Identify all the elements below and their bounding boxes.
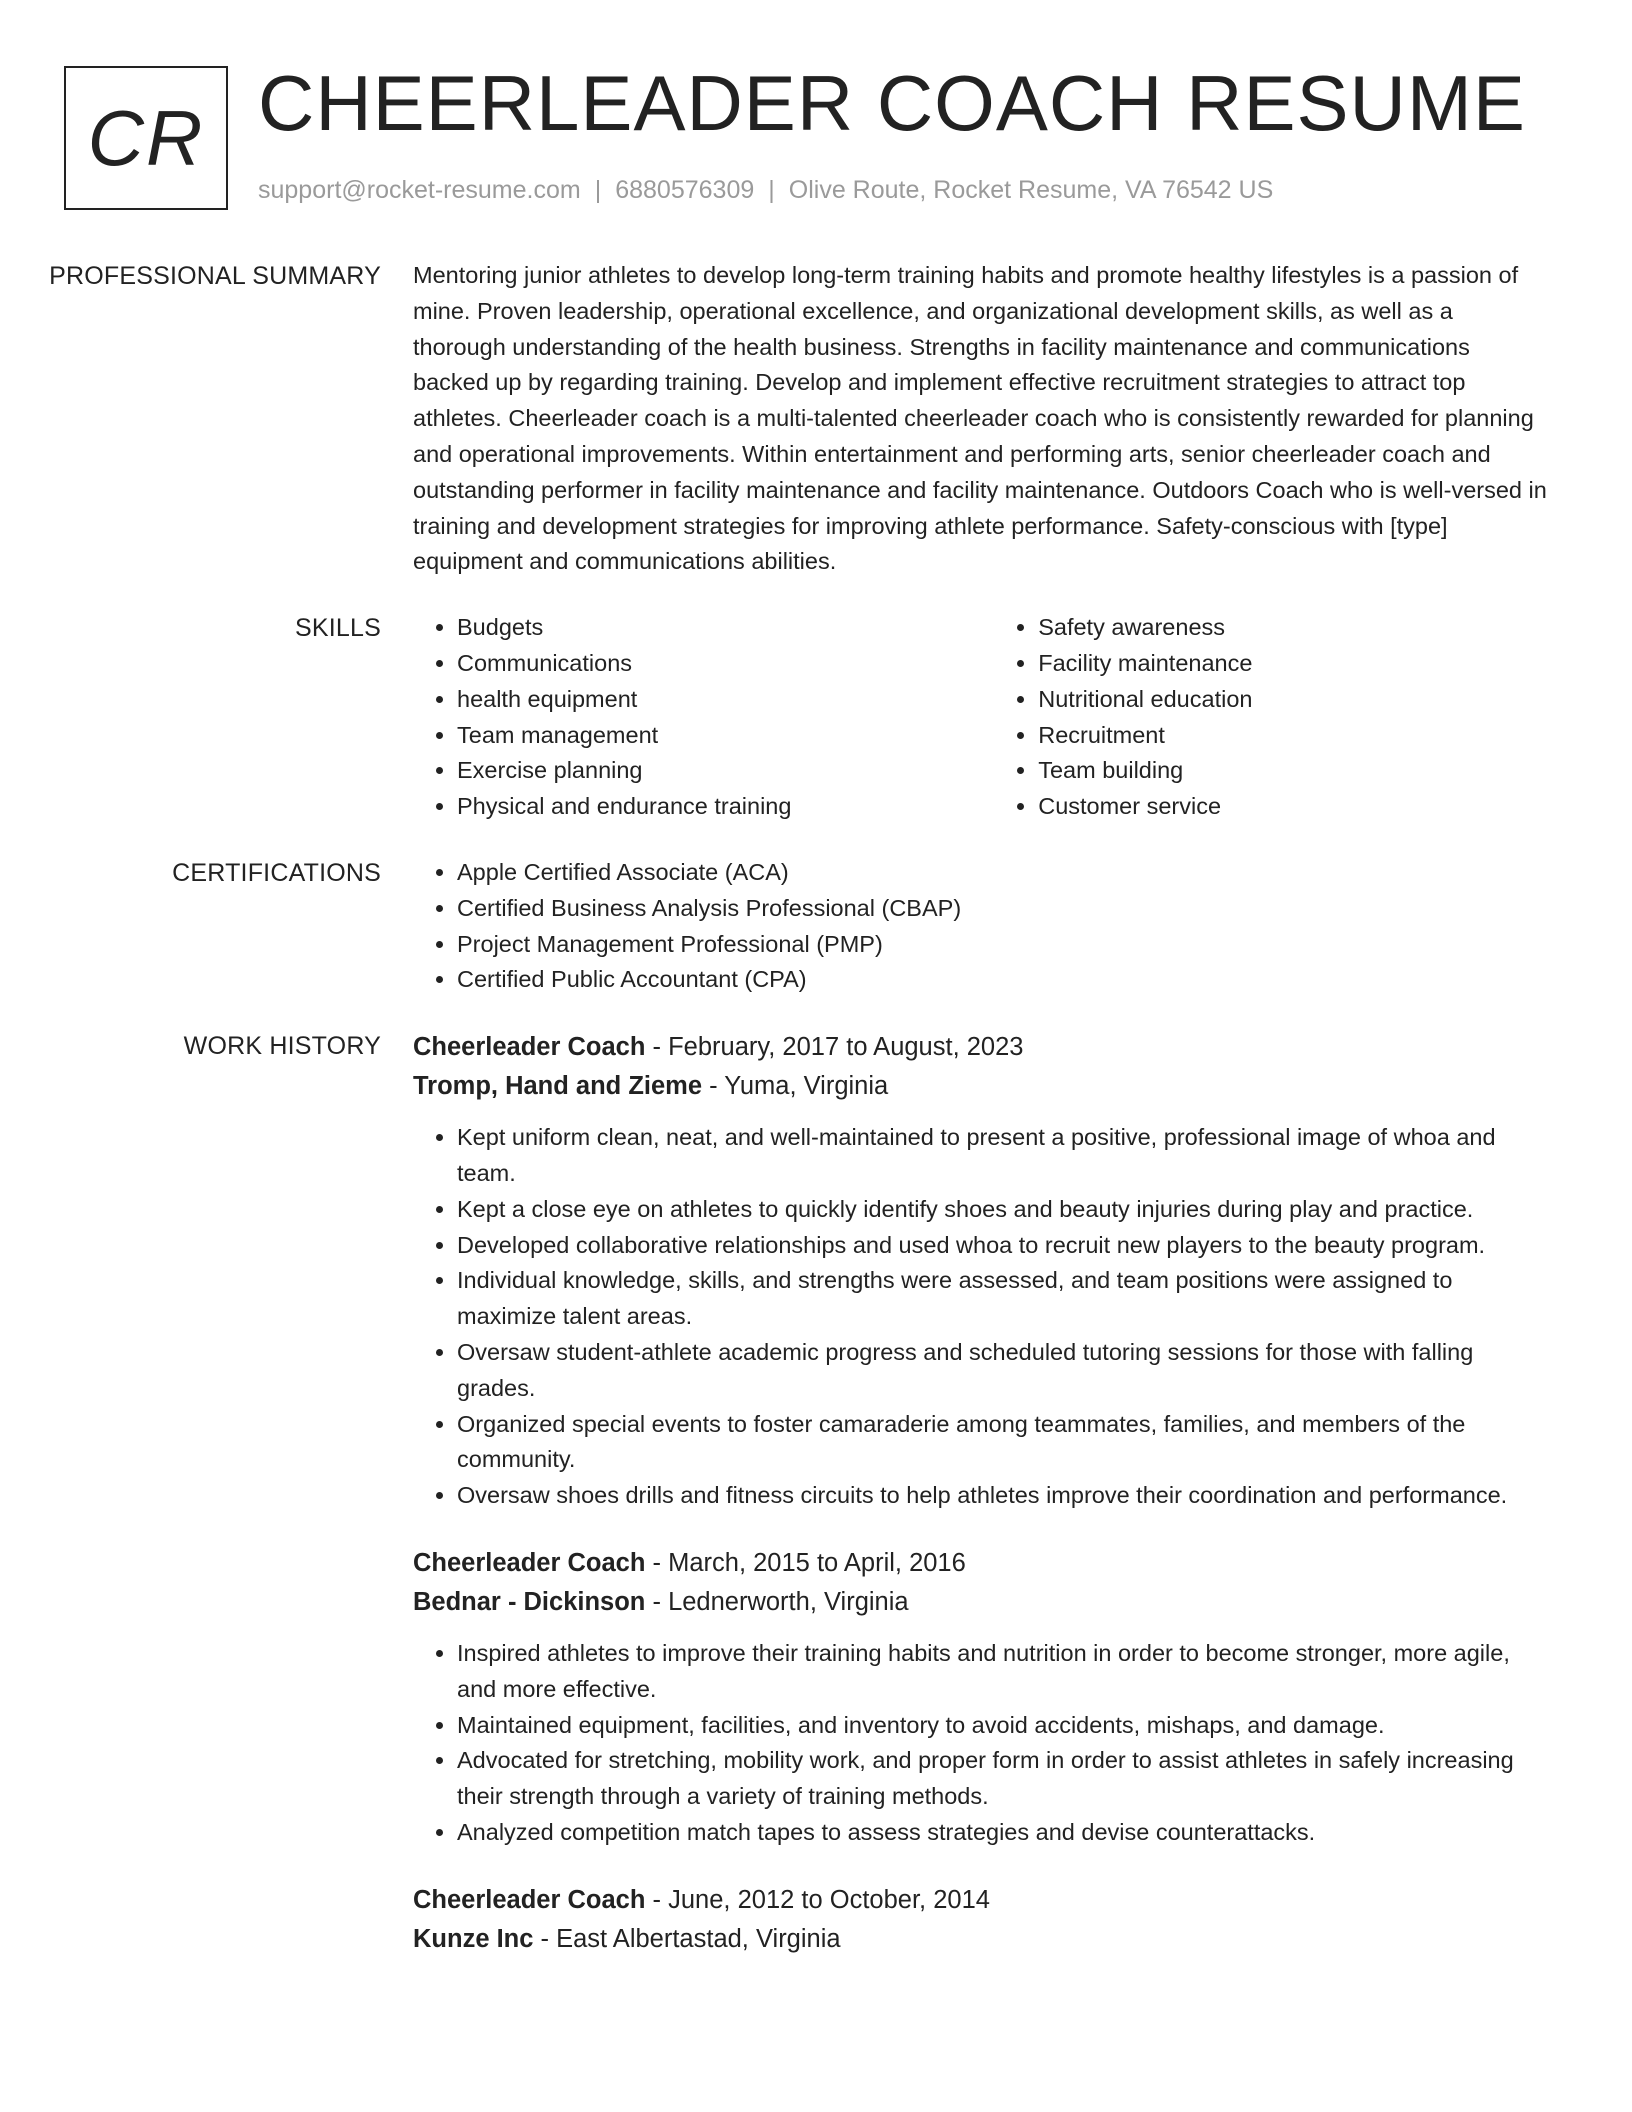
job-location: Lednerworth, Virginia <box>668 1587 909 1616</box>
summary-section <box>0 258 1632 580</box>
skills-list-left <box>413 610 994 825</box>
job-company-line: Tromp, Hand and Zieme - Yuma, Virginia <box>413 1072 889 1101</box>
contact-line <box>258 176 1273 205</box>
job-location: East Albertastad, Virginia <box>556 1924 841 1953</box>
job-title: Cheerleader Coach <box>413 1033 646 1062</box>
job-bullet: • Inspired athletes to improve their training habits and nutrition in order to become stronger, more agile, and more effective. <box>457 1636 1548 1708</box>
job-bullet: • Developed collaborative relationships and used whoa to recruit new players to the beauty program. <box>457 1228 1548 1264</box>
job-dates: February, 2017 to August, 2023 <box>668 1033 1024 1062</box>
contact-separator: | <box>594 176 602 204</box>
email-text: support@rocket-resume.com <box>258 176 581 204</box>
job-company-line: Bednar - Dickinson - Lednerworth, Virginia <box>413 1587 909 1616</box>
job-bullet: • Individual knowledge, skills, and strengths were assessed, and team positions were assigned to maximize talent areas. <box>457 1263 1548 1335</box>
job-dates: June, 2012 to October, 2014 <box>668 1885 990 1914</box>
page-title: CHEERLEADER COACH RESUME <box>258 59 1526 147</box>
section-heading: PROFESSIONAL SUMMARY <box>49 262 381 290</box>
job-bullet: • Oversaw student-athlete academic progress and scheduled tutoring sessions for those with falling grades. <box>457 1335 1548 1407</box>
skill-item: • Physical and endurance training <box>457 789 994 825</box>
skill-item: • Team management <box>457 718 994 754</box>
job-bullet: • Organized special events to foster camaraderie among teammates, families, and members of the community. <box>457 1407 1548 1479</box>
job-title: Cheerleader Coach <box>413 1885 646 1914</box>
skill-item: • Budgets <box>457 610 994 646</box>
job-title-line: Cheerleader Coach - February, 2017 to August, 2023 <box>413 1033 1024 1062</box>
job-bullet: • Kept uniform clean, neat, and well-maintained to present a positive, professional image of whoa and team. <box>457 1120 1548 1192</box>
resume-header <box>64 59 1564 214</box>
job-title-line: Cheerleader Coach - June, 2012 to October, 2014 <box>413 1885 990 1914</box>
resume-content <box>0 258 1632 2019</box>
contact-separator: | <box>768 176 775 204</box>
section-body <box>413 258 1548 580</box>
job-bullet: • Oversaw shoes drills and fitness circuits to help athletes improve their coordination and performance. <box>457 1478 1548 1514</box>
skill-item: • Facility maintenance <box>1038 646 1548 682</box>
job-company: Kunze Inc <box>413 1924 534 1953</box>
address-text: Olive Route, Rocket Resume, VA 76542 US <box>788 176 1274 204</box>
certification-item: • Certified Business Analysis Professional (CBAP) <box>457 891 1548 927</box>
job-bullet: • Analyzed competition match tapes to assess strategies and devise counterattacks. <box>457 1815 1548 1851</box>
job-bullets <box>413 1120 1548 1514</box>
job-entry <box>413 1028 1548 1514</box>
certification-item: • Certified Public Accountant (CPA) <box>457 962 1548 998</box>
certifications-list <box>413 855 1548 998</box>
job-entry <box>413 1544 1548 1851</box>
skills-list-right <box>994 610 1548 825</box>
skills-section <box>0 610 1632 825</box>
skill-item: • Team building <box>1038 753 1548 789</box>
job-entry <box>413 1881 1548 1959</box>
skills-grid <box>413 610 1548 825</box>
section-heading: SKILLS <box>295 614 381 643</box>
skill-item: • Safety awareness <box>1038 610 1548 646</box>
job-company: Bednar - Dickinson <box>413 1587 646 1616</box>
skill-item: • Communications <box>457 646 994 682</box>
section-heading: CERTIFICATIONS <box>172 858 381 887</box>
job-bullet: • Advocated for stretching, mobility work, and proper form in order to assist athletes in safely increasing their strength through a variety of training methods. <box>457 1743 1548 1815</box>
job-dates: March, 2015 to April, 2016 <box>668 1548 966 1577</box>
work-history-section <box>0 1028 1632 1989</box>
section-heading: WORK HISTORY <box>183 1032 381 1061</box>
phone-text: 6880576309 <box>615 176 755 204</box>
section-body <box>413 1028 1548 1989</box>
job-title: Cheerleader Coach <box>413 1548 646 1577</box>
skill-item: • Recruitment <box>1038 718 1548 754</box>
monogram-logo: CR <box>64 66 228 210</box>
job-bullets <box>413 1636 1548 1851</box>
job-company: Tromp, Hand and Zieme <box>413 1072 703 1101</box>
certification-item: • Project Management Professional (PMP) <box>457 927 1548 963</box>
skill-item: • Nutritional education <box>1038 682 1548 718</box>
section-body <box>413 855 1548 998</box>
summary-text: Mentoring junior athletes to develop long-term training habits and promote healthy lifestyles is a passion of mine. Proven leadership, operational excellence, and organizational development skills, as well as a thorough understanding of the health business. Strengths in facility maintenance and communications backed up by regarding training. Develop and implement effective recruitment strategies to attract top athletes. Cheerleader coach is a multi-talented cheerleader coach who is consistently rewarded for planning and operational improvements. Within entertainment and performing arts, senior cheerleader coach and outstanding performer in facility maintenance and facility maintenance. Outdoors Coach who is well-versed in training and development strategies for improving athlete performance. Safety-conscious with [type] equipment and communications abilities. <box>413 262 1547 575</box>
job-bullet: • Maintained equipment, facilities, and inventory to avoid accidents, mishaps, and damage. <box>457 1708 1548 1744</box>
job-title-line: Cheerleader Coach - March, 2015 to April, 2016 <box>413 1548 966 1577</box>
skill-item: • Customer service <box>1038 789 1548 825</box>
skill-item: • Exercise planning <box>457 753 994 789</box>
job-bullet: • Kept a close eye on athletes to quickly identify shoes and beauty injuries during play and practice. <box>457 1192 1548 1228</box>
job-company-line: Kunze Inc - East Albertastad, Virginia <box>413 1924 841 1953</box>
certifications-section <box>0 855 1632 998</box>
skill-item: • health equipment <box>457 682 994 718</box>
job-location: Yuma, Virginia <box>724 1072 889 1101</box>
certification-item: • Apple Certified Associate (ACA) <box>457 855 1548 891</box>
